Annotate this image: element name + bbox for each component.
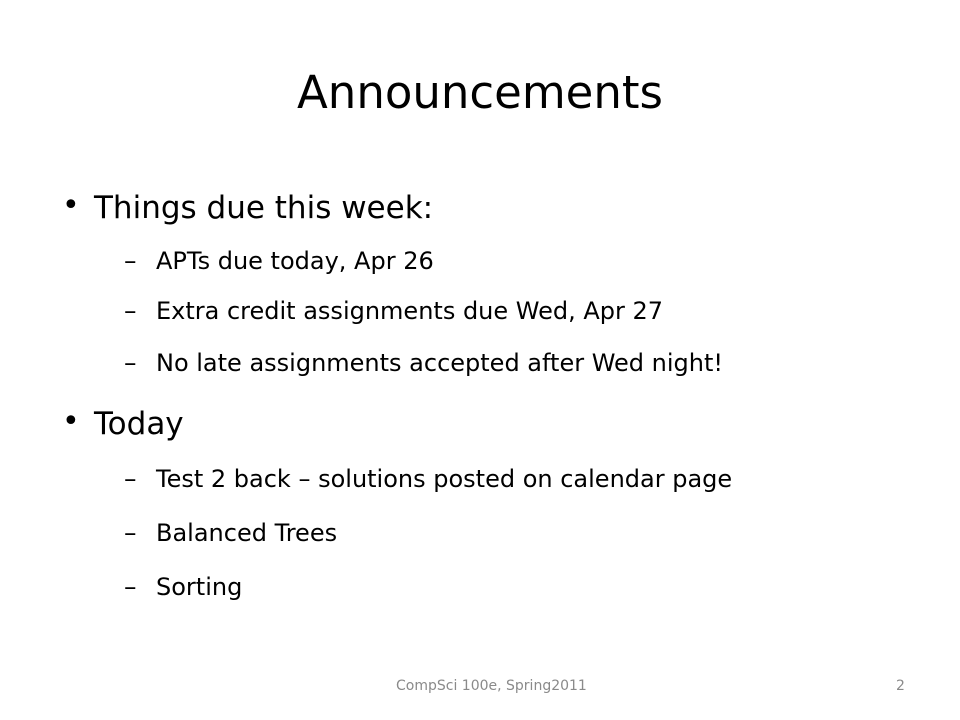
dash-icon: –	[124, 296, 137, 325]
sub-item-text: Sorting	[156, 573, 243, 601]
slide-title: Announcements	[297, 66, 663, 119]
page-number: 2	[896, 678, 905, 694]
bullet-dot-icon: •	[62, 404, 80, 439]
bullet-text: Today	[94, 406, 184, 442]
dash-icon: –	[124, 572, 137, 601]
sub-item-text: Test 2 back – solutions posted on calendar page	[156, 465, 733, 493]
dash-icon: –	[124, 348, 137, 377]
bullet-text: Things due this week:	[94, 190, 434, 226]
dash-icon: –	[124, 518, 137, 547]
bullet-dot-icon: •	[62, 188, 80, 223]
sub-item-text: No late assignments accepted after Wed night!	[156, 349, 724, 377]
sub-item-text: Extra credit assignments due Wed, Apr 27	[156, 297, 664, 325]
dash-icon: –	[124, 246, 137, 275]
sub-item-text: Balanced Trees	[156, 519, 338, 547]
sub-item-text: APTs due today, Apr 26	[156, 247, 434, 275]
dash-icon: –	[124, 464, 137, 493]
slide-footer: CompSci 100e, Spring2011	[396, 678, 587, 694]
